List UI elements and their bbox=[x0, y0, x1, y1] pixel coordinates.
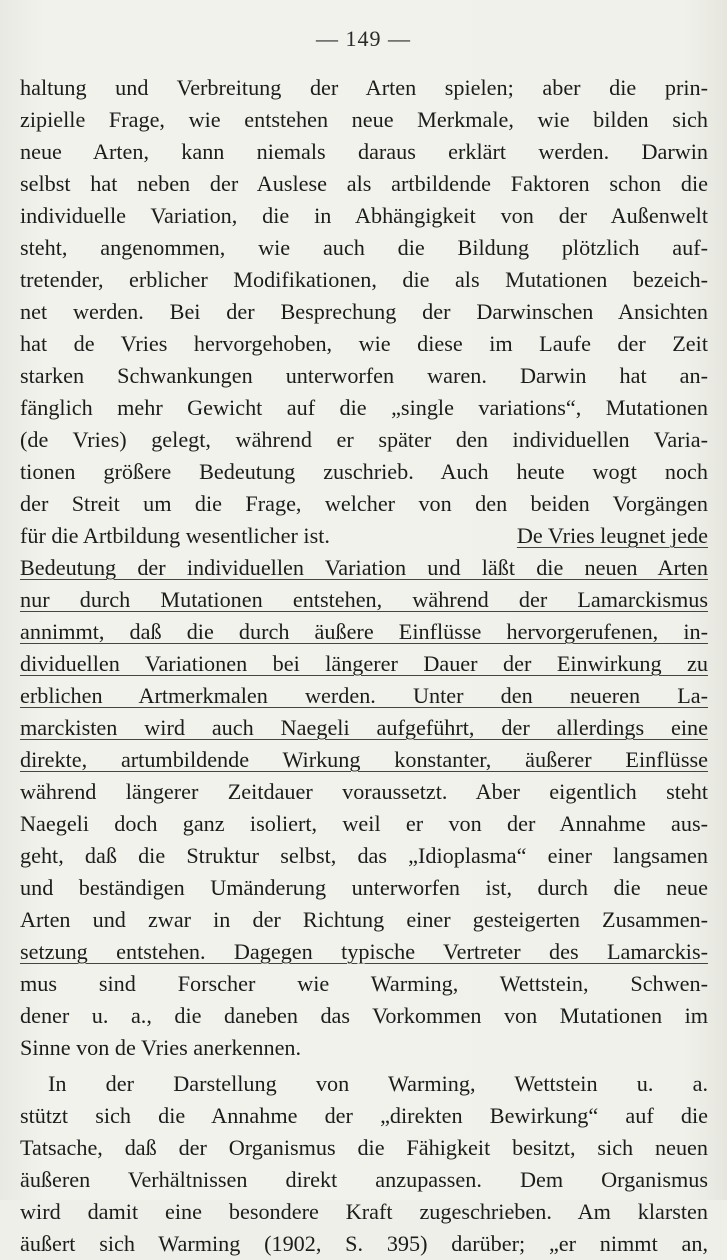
text-line: wird damit eine besondere Kraft zugeschrieben. Am klarsten bbox=[20, 1199, 708, 1224]
text-line: und beständigen Umänderung unterworfen ist, durch die neue bbox=[20, 875, 708, 900]
text-line: zipielle Frage, wie entstehen neue Merkmale, wie bilden sich bbox=[20, 107, 708, 132]
text-line: äußeren Verhältnissen direkt anzupassen. Dem Organismus bbox=[20, 1167, 708, 1192]
text-line: mus sind Forscher wie Warming, Wettstein, Schwen- bbox=[20, 971, 708, 996]
text-line: Arten und zwar in der Richtung einer gesteigerten Zusammen- bbox=[20, 907, 708, 932]
text-line: Naegeli doch ganz isoliert, weil er von der Annahme aus- bbox=[20, 811, 708, 836]
text-line-with-underline bbox=[20, 520, 708, 552]
text-line: selbst hat neben der Auslese als artbildende Faktoren schon die bbox=[20, 171, 708, 196]
text-line: fänglich mehr Gewicht auf die „single variations“, Mutationen bbox=[20, 395, 708, 420]
underlined-line: marckisten wird auch Naegeli aufgeführt, der allerdings eine bbox=[20, 715, 708, 740]
text-line: individuelle Variation, die in Abhängigkeit von der Außenwelt bbox=[20, 203, 708, 228]
text-line: (de Vries) gelegt, während er später den individuellen Varia- bbox=[20, 427, 708, 452]
paragraph-end-line: Sinne von de Vries anerkennen. bbox=[20, 1035, 302, 1060]
underlined-segment: De Vries leugnet jede bbox=[516, 523, 708, 548]
text-line: tretender, erblicher Modifikationen, die als Mutationen bezeich- bbox=[20, 267, 708, 292]
text-line: äußert sich Warming (1902, S. 395) darüber; „er nimmt an, bbox=[20, 1231, 708, 1256]
text-line: Tatsache, daß der Organismus die Fähigkeit besitzt, sich neuen bbox=[20, 1135, 708, 1160]
text-line: net werden. Bei der Besprechung der Darwinschen Ansichten bbox=[20, 299, 708, 324]
text-line: während längerer Zeitdauer voraussetzt. Aber eigentlich steht bbox=[20, 779, 708, 804]
underlined-line: nur durch Mutationen entstehen, während der Lamarckismus bbox=[20, 587, 708, 612]
underlined-line: annimmt, daß die durch äußere Einflüsse hervorgerufenen, in- bbox=[20, 619, 708, 644]
text-body bbox=[20, 72, 708, 1260]
text-line: haltung und Verbreitung der Arten spielen; aber die prin- bbox=[20, 75, 708, 100]
underlined-line: Bedeutung der individuellen Variation und läßt die neuen Arten bbox=[20, 555, 708, 580]
page-number-header: — 149 — bbox=[316, 26, 411, 51]
text-line: hat de Vries hervorgehoben, wie diese im Laufe der Zeit bbox=[20, 331, 708, 356]
underlined-line: setzung entstehen. Dagegen typische Vertreter des Lamarckis- bbox=[20, 939, 708, 964]
underlined-line: erblichen Artmerkmalen werden. Unter den neueren La- bbox=[20, 683, 708, 708]
text-line: der Streit um die Frage, welcher von den beiden Vorgängen bbox=[20, 491, 708, 516]
underlined-line: dividuellen Variationen bei längerer Dauer der Einwirkung zu bbox=[20, 651, 708, 676]
text-line: steht, angenommen, wie auch die Bildung plötzlich auf- bbox=[20, 235, 708, 260]
text-line: neue Arten, kann niemals daraus erklärt werden. Darwin bbox=[20, 139, 708, 164]
text-segment: für die Artbildung wesentlicher ist. bbox=[20, 523, 330, 548]
paragraph-start-line: In der Darstellung von Warming, Wettstein u. a. bbox=[48, 1071, 708, 1096]
text-line: geht, daß die Struktur selbst, das „Idioplasma“ einer langsamen bbox=[20, 843, 708, 868]
text-line: stützt sich die Annahme der „direkten Bewirkung“ auf die bbox=[20, 1103, 708, 1128]
text-line: tionen größere Bedeutung zuschrieb. Auch heute wogt noch bbox=[20, 459, 708, 484]
text-line: starken Schwankungen unterworfen waren. Darwin hat an- bbox=[20, 363, 708, 388]
underlined-line: direkte, artumbildende Wirkung konstanter, äußerer Einflüsse bbox=[20, 747, 708, 772]
text-line: dener u. a., die daneben das Vorkommen von Mutationen im bbox=[20, 1003, 708, 1028]
